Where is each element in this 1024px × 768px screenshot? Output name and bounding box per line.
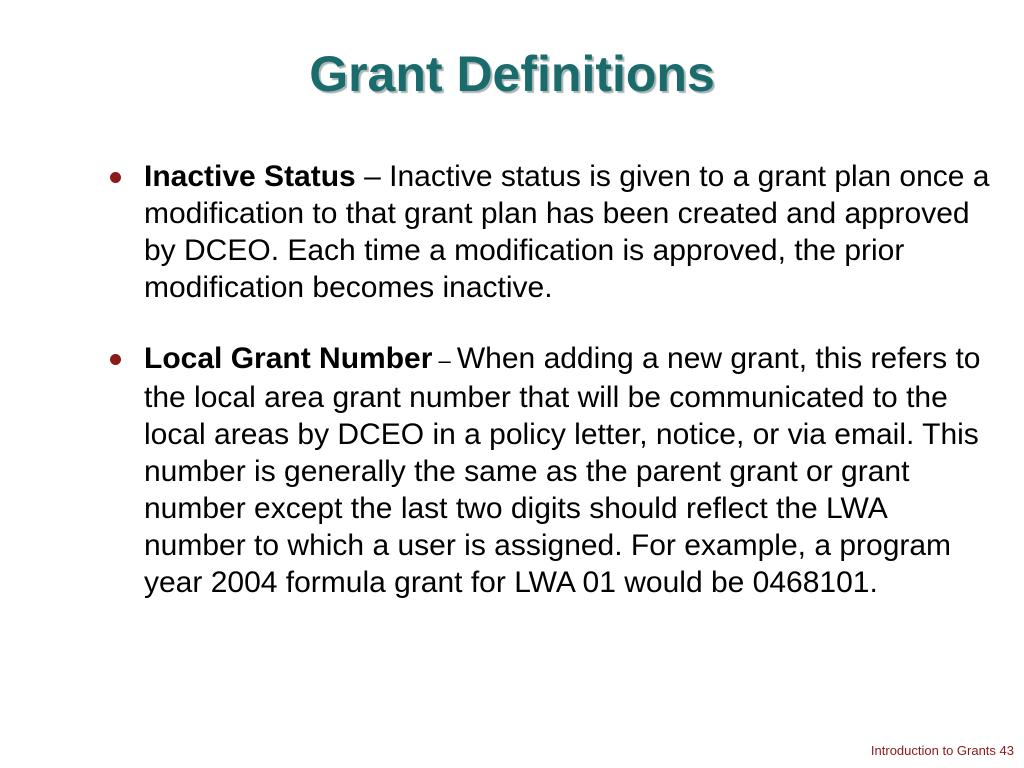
bullet-text: When adding a new grant, this refers to the local area grant number that will be communicated to the local areas by DCEO in a policy letter, notice, or via email. This number is generally the same as the parent grant or grant number except the last two digits should reflect the LWA number to which a user is assigned. For example, a program year 2004 formula grant for LWA 01 would be 0468101. xyxy=(144,342,981,599)
bullet-list xyxy=(106,158,996,635)
slide-footer: Introduction to Grants 43 xyxy=(870,743,1014,758)
bullet-dot-icon xyxy=(110,354,121,365)
bullet-term: Local Grant Number xyxy=(144,342,433,375)
bullet-dash: – xyxy=(355,160,390,193)
slide-title: Grant Definitions xyxy=(309,46,715,102)
bullet-item-inactive-status xyxy=(106,158,996,306)
bullet-text: Inactive status is given to a grant plan once a modification to that grant plan has been created and approved by DCEO. Each time a modification is approved, the prior modification becomes inactive. xyxy=(144,160,990,304)
bullet-dash: – xyxy=(432,348,457,373)
bullet-term: Inactive Status xyxy=(144,160,356,193)
bullet-dot-icon xyxy=(110,172,121,183)
bullet-item-local-grant-number xyxy=(106,340,996,601)
